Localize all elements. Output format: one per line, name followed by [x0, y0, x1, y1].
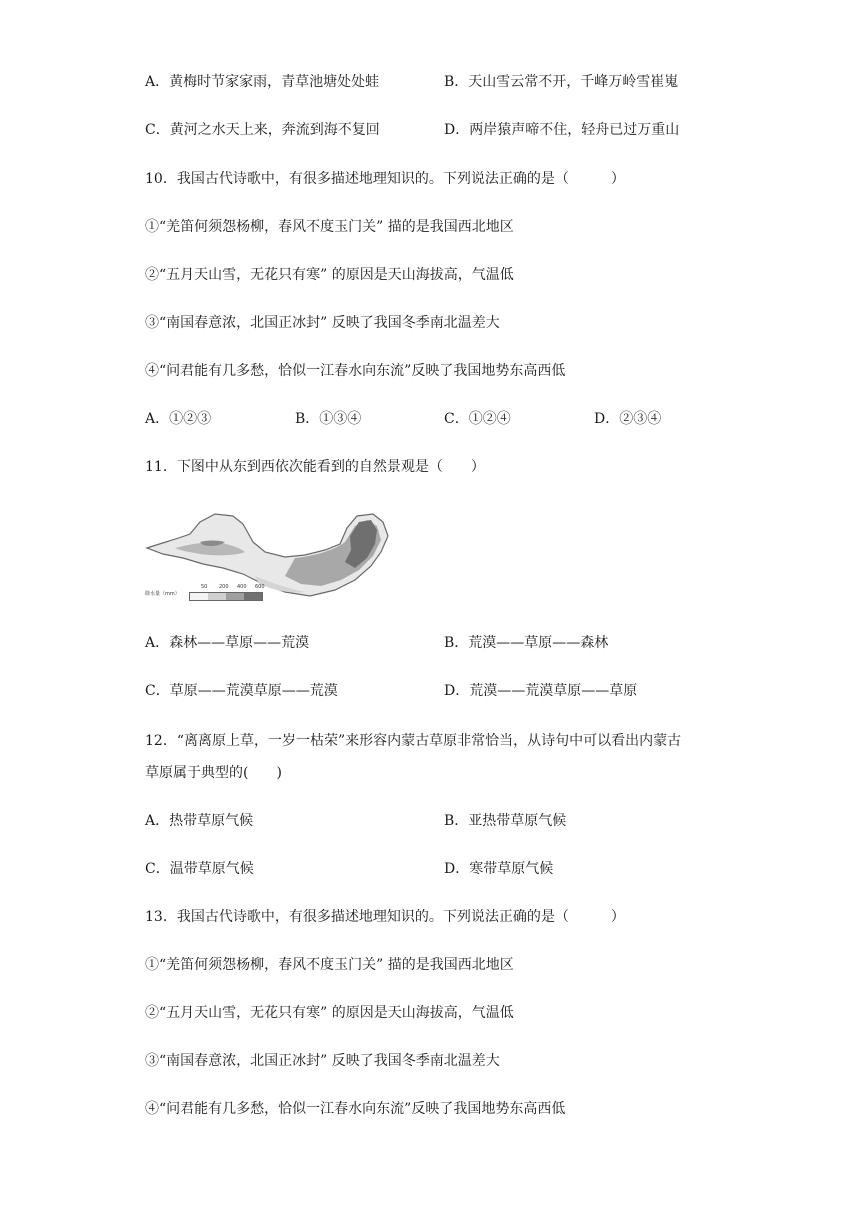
q12-option-a: A．热带草原气候: [145, 813, 254, 829]
q10-statement-1: ①“羌笛何须怨杨柳，春风不度玉门关” 描的是我国西北地区: [145, 219, 514, 235]
legend-scale: [189, 592, 263, 601]
q9-option-d: D．两岸猿声啼不住，轻舟已过万重山: [444, 122, 680, 138]
q10-option-d: D．②③④: [594, 411, 662, 427]
q12-stem-line-2: 草原属于典型的( ): [145, 765, 282, 781]
q9-option-b: B．天山雪云常不开，千峰万岭雪崔嵬: [444, 74, 679, 90]
q11-option-d: D．荒漠——荒漠草原——草原: [444, 683, 638, 699]
legend-value-600: 600: [255, 584, 265, 590]
q12-option-b: B．亚热带草原气候: [444, 813, 567, 829]
legend-value-50: 50: [201, 584, 208, 590]
legend-swatch-2: [208, 593, 226, 600]
q10-statement-4: ④“问君能有几多愁，恰似一江春水向东流”反映了我国地势东高西低: [145, 363, 566, 379]
q10-statement-2: ②“五月天山雪，无花只有寒” 的原因是天山海拔高，气温低: [145, 267, 514, 283]
q12-option-c: C．温带草原气候: [145, 861, 254, 877]
q9-option-a: A．黄梅时节家家雨，青草池塘处处蛙: [145, 74, 380, 90]
legend-title: 降水量（mm）: [145, 591, 180, 597]
q13-statement-4: ④“问君能有几多愁，恰似一江春水向东流”反映了我国地势东高西低: [145, 1101, 566, 1117]
q11-option-a: A．森林——草原——荒漠: [145, 635, 310, 651]
legend-values: [201, 584, 273, 591]
q10-statement-3: ③“南国春意浓，北国正冰封” 反映了我国冬季南北温差大: [145, 315, 500, 331]
legend-swatch-1: [190, 593, 208, 600]
q11-option-b: B．荒漠——草原——森林: [444, 635, 609, 651]
q10-option-b: B．①③④: [295, 411, 362, 427]
q10-stem: 10．我国古代诗歌中，有很多描述地理知识的。下列说法正确的是（ ）: [145, 171, 625, 187]
legend-value-200: 200: [219, 584, 229, 590]
legend-swatch-4: [244, 593, 262, 600]
q12-stem-line-1: 12．“离离原上草，一岁一枯荣”来形容内蒙古草原非常恰当，从诗句中可以看出内蒙古: [145, 733, 682, 749]
q12-option-d: D．寒带草原气候: [444, 861, 554, 877]
q13-statement-2: ②“五月天山雪，无花只有寒” 的原因是天山海拔高，气温低: [145, 1005, 514, 1021]
precipitation-map: [145, 512, 390, 602]
legend-value-400: 400: [237, 584, 247, 590]
q11-stem: 11．下图中从东到西依次能看到的自然景观是（ ）: [145, 459, 485, 475]
q10-option-a: A．①②③: [145, 411, 212, 427]
q11-option-c: C．草原——荒漠草原——荒漠: [145, 683, 338, 699]
legend-swatch-3: [226, 593, 244, 600]
q13-statement-1: ①“羌笛何须怨杨柳，春风不度玉门关” 描的是我国西北地区: [145, 957, 514, 973]
q13-stem: 13．我国古代诗歌中，有很多描述地理知识的。下列说法正确的是（ ）: [145, 909, 625, 925]
q13-statement-3: ③“南国春意浓，北国正冰封” 反映了我国冬季南北温差大: [145, 1053, 500, 1069]
q9-option-c: C．黄河之水天上来，奔流到海不复回: [145, 122, 380, 138]
q10-option-c: C．①②④: [444, 411, 511, 427]
